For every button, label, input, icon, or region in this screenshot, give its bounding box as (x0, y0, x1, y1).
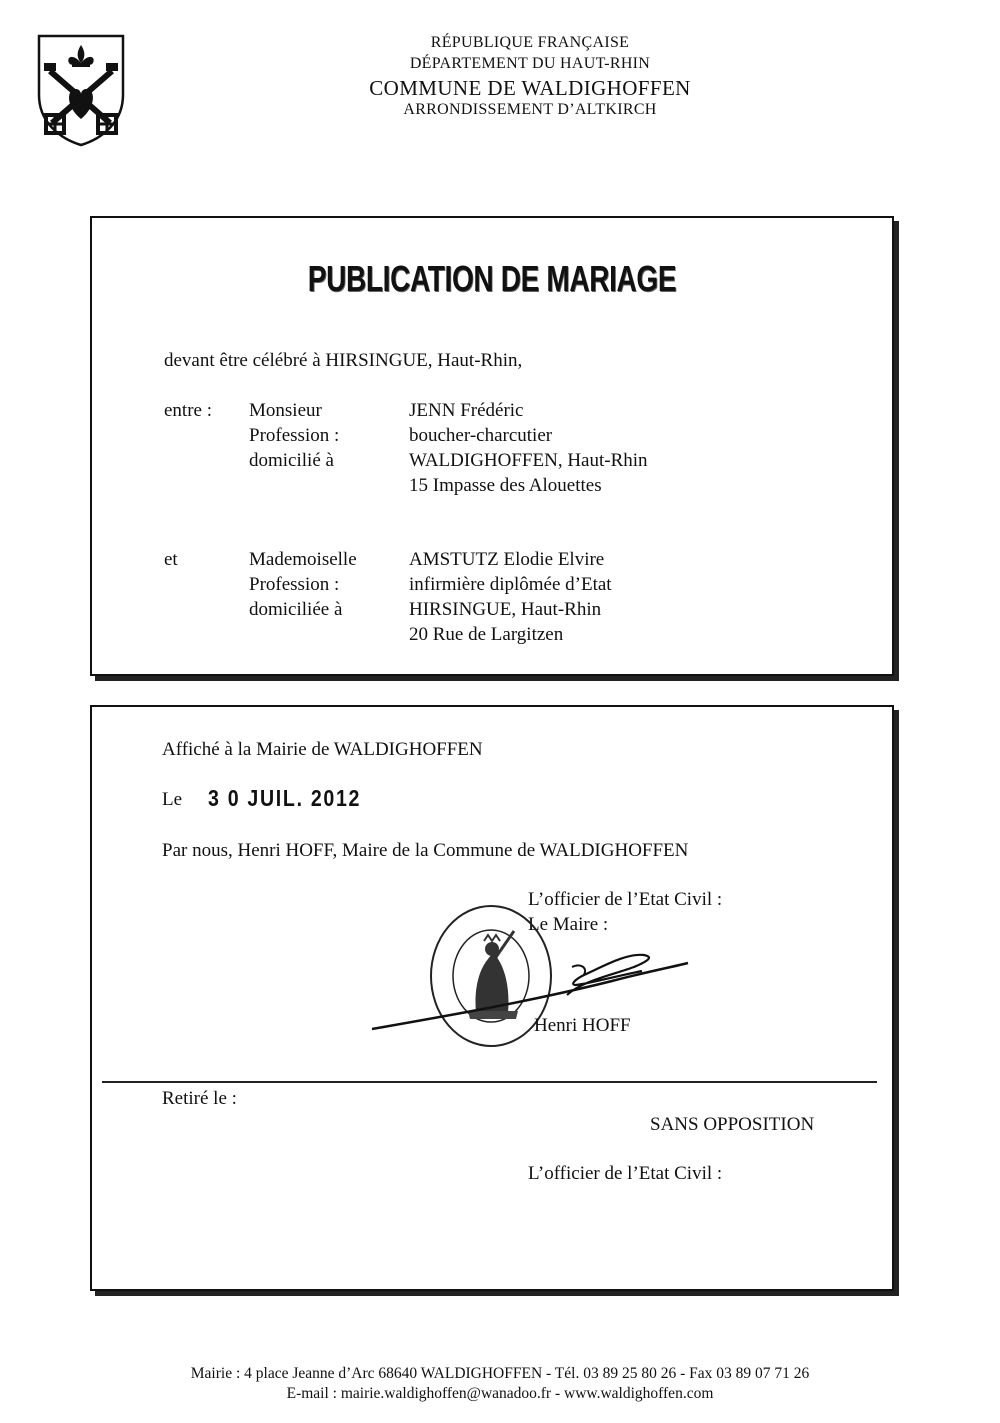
date-label: Le (162, 789, 183, 810)
groom-profession-label: Profession : (249, 425, 340, 446)
bride-address: 20 Rue de Largitzen (409, 624, 564, 645)
coat-of-arms-icon (36, 33, 126, 147)
footer-address: Mairie : 4 place Jeanne d’Arc 68640 WALDIGHOFFEN - Tél. 03 89 25 80 26 - Fax 03 89 07 71 26 (190, 1365, 810, 1382)
groom-domicile-label: domicilié à (249, 450, 334, 471)
retire-label: Retiré le : (162, 1088, 237, 1109)
divider (102, 1081, 877, 1083)
page-title: PUBLICATION DE MARIAGE (307, 258, 677, 299)
bride-lead: et (164, 549, 178, 570)
footer-contact: E-mail : mairie.waldighoffen@wanadoo.fr - www.waldighoffen.com (286, 1385, 714, 1402)
bride-city: HIRSINGUE, Haut-Rhin (409, 599, 602, 620)
posting-box (90, 705, 894, 1291)
par-nous-text: Par nous, Henri HOFF, Maire de la Commune de WALDIGHOFFEN (162, 840, 689, 861)
bride-name: AMSTUTZ Elodie Elvire (409, 549, 605, 570)
header-republique: RÉPUBLIQUE FRANÇAISE (430, 34, 630, 51)
publication-box (90, 216, 894, 676)
groom-city: WALDIGHOFFEN, Haut-Rhin (409, 450, 648, 471)
bride-title: Mademoiselle (249, 549, 357, 570)
date-stamp: 3 0 JUIL. 2012 (208, 785, 362, 811)
bride-profession-label: Profession : (249, 574, 340, 595)
header-departement: DÉPARTEMENT DU HAUT-RHIN (409, 55, 651, 72)
signature-icon (362, 937, 692, 1037)
groom-title: Monsieur (249, 400, 322, 421)
officer-label-2: L’officier de l’Etat Civil : (528, 1163, 723, 1184)
bride-domicile-label: domiciliée à (249, 599, 343, 620)
groom-address: 15 Impasse des Alouettes (409, 475, 602, 496)
bride-profession: infirmière diplômée d’Etat (409, 574, 612, 595)
header-commune: COMMUNE DE WALDIGHOFFEN (369, 76, 691, 100)
affiche-text: Affiché à la Mairie de WALDIGHOFFEN (162, 739, 483, 760)
groom-name: JENN Frédéric (409, 400, 524, 421)
signatory-name: Henri HOFF (534, 1015, 631, 1036)
intro-text: devant être célébré à HIRSINGUE, Haut-Rhin, (164, 350, 523, 371)
officer-label: L’officier de l’Etat Civil : (528, 889, 723, 910)
sans-opposition-text: SANS OPPOSITION (650, 1114, 815, 1135)
maire-label: Le Maire : (528, 914, 609, 935)
groom-lead: entre : (164, 400, 213, 421)
groom-profession: boucher-charcutier (409, 425, 553, 446)
header-arrondissement: ARRONDISSEMENT D’ALTKIRCH (403, 101, 657, 118)
